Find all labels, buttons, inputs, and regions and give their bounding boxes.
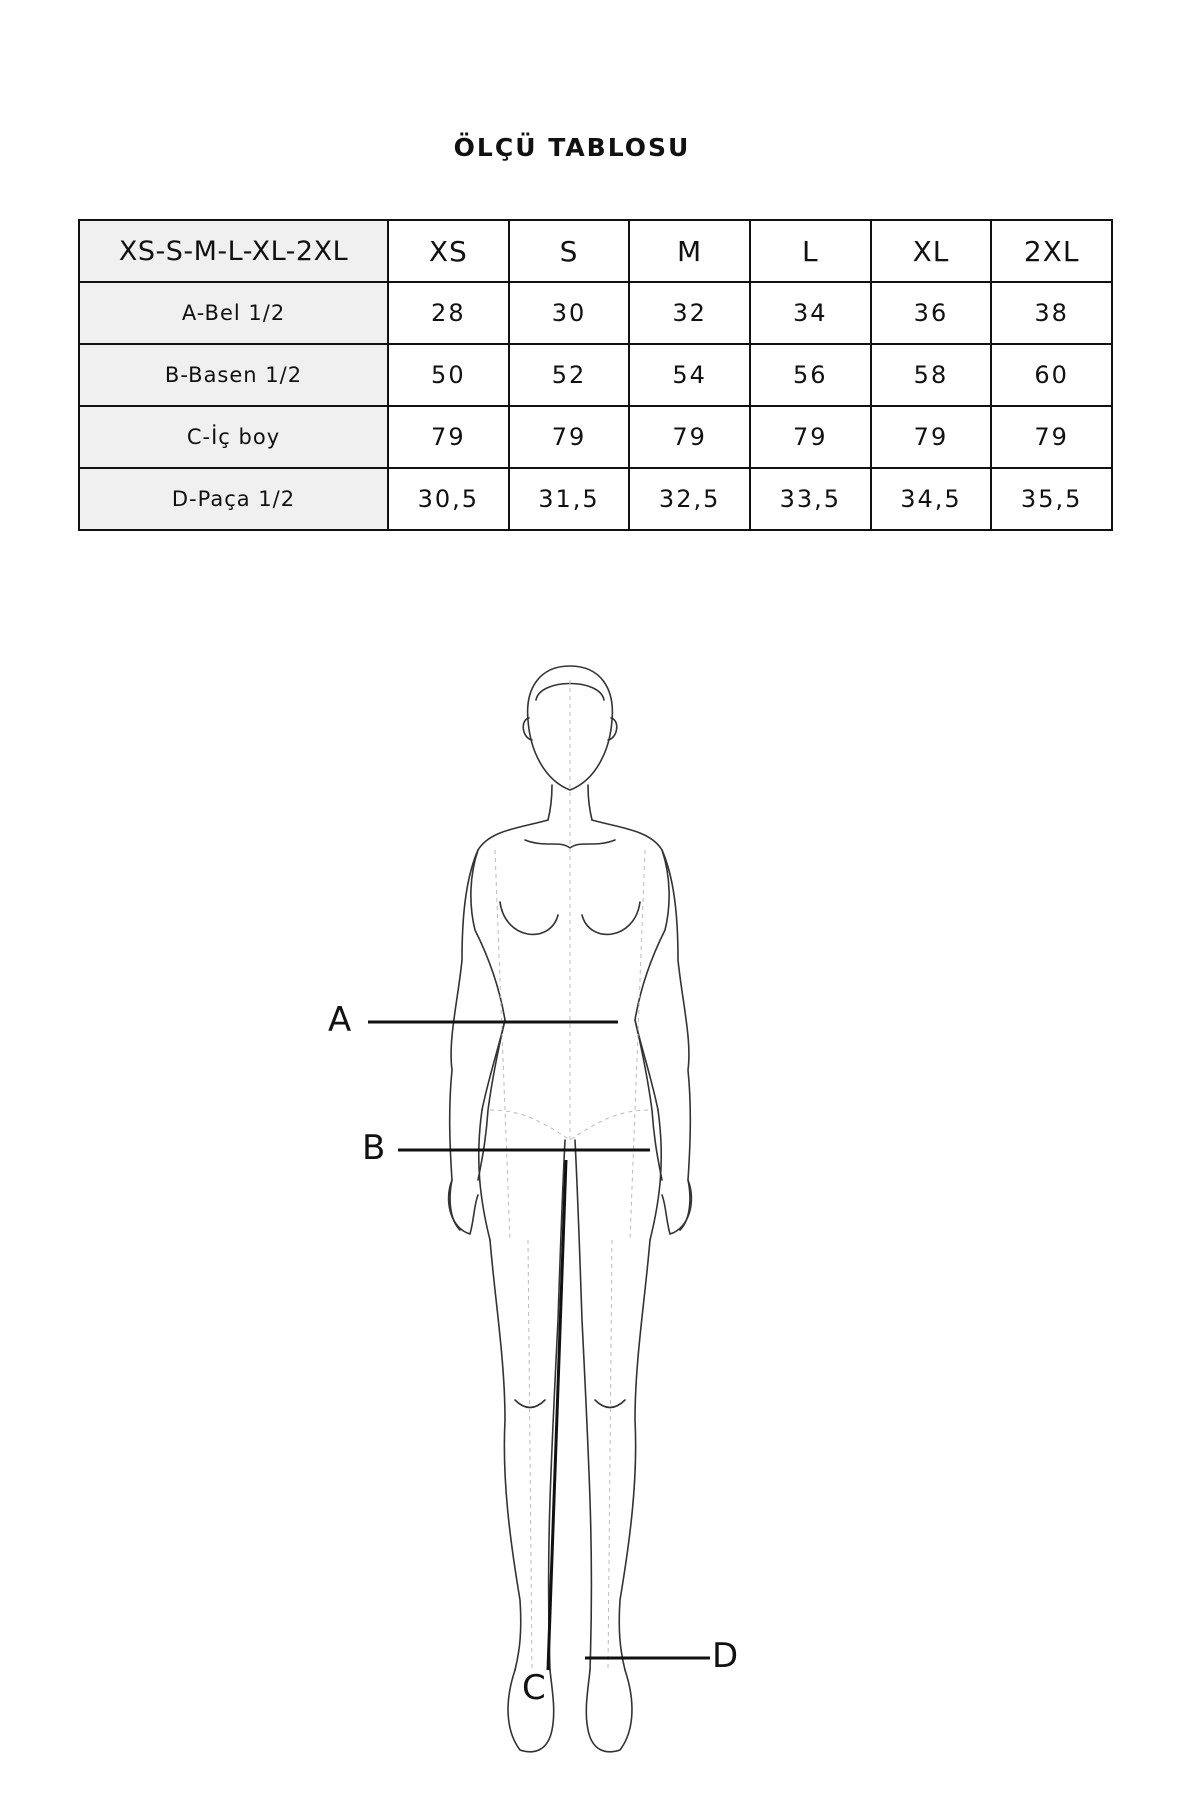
size-header-m: M [629, 220, 750, 282]
table-cell: 34 [750, 282, 871, 344]
corner-header: XS-S-M-L-XL-2XL [79, 220, 388, 282]
table-row [79, 282, 1112, 344]
table-cell: 52 [509, 344, 630, 406]
hip-right [650, 1110, 661, 1240]
table-cell: 28 [388, 282, 509, 344]
marker-label-d: D [712, 1636, 739, 1676]
torso-left [471, 820, 548, 1110]
size-header-s: S [509, 220, 630, 282]
row-label: A-Bel 1/2 [79, 282, 388, 344]
table-cell: 38 [991, 282, 1112, 344]
table-cell: 54 [629, 344, 750, 406]
table-row [79, 406, 1112, 468]
body-measurement-figure [0, 640, 1200, 1790]
leg-guide-left [528, 1240, 532, 1670]
table-cell: 79 [750, 406, 871, 468]
table-cell: 32,5 [629, 468, 750, 530]
table-cell: 79 [388, 406, 509, 468]
row-label: B-Basen 1/2 [79, 344, 388, 406]
row-label: C-İç boy [79, 406, 388, 468]
arm-right-outer [662, 850, 690, 1230]
foot-right [586, 1670, 632, 1752]
bust-left [500, 902, 558, 934]
table-cell: 58 [871, 344, 992, 406]
guide-left [495, 850, 510, 1240]
table-cell: 35,5 [991, 468, 1112, 530]
arm-left-inner [478, 1020, 505, 1180]
table-cell: 56 [750, 344, 871, 406]
leg-right-outer [619, 1240, 650, 1670]
table-cell: 33,5 [750, 468, 871, 530]
table-cell: 31,5 [509, 468, 630, 530]
table-header-row [79, 220, 1112, 282]
leg-guide-right [608, 1240, 612, 1670]
table-cell: 30 [509, 282, 630, 344]
torso-right [592, 820, 669, 1110]
size-header-xl: XL [871, 220, 992, 282]
page-title: ÖLÇÜ TABLOSU [453, 133, 691, 162]
table-cell: 79 [509, 406, 630, 468]
hand-left [449, 1180, 478, 1234]
croquis-illustration [0, 640, 1200, 1790]
row-label: D-Paça 1/2 [79, 468, 388, 530]
table-cell: 60 [991, 344, 1112, 406]
table-cell: 34,5 [871, 468, 992, 530]
table-cell: 30,5 [388, 468, 509, 530]
marker-label-a: A [328, 1000, 352, 1040]
table-cell: 79 [991, 406, 1112, 468]
table-cell: 79 [629, 406, 750, 468]
leg-right-inner [575, 1140, 592, 1670]
table-cell: 32 [629, 282, 750, 344]
arm-left-outer [450, 850, 478, 1230]
size-header-xs: XS [388, 220, 509, 282]
bust-right [582, 902, 640, 934]
neck-right [588, 785, 592, 820]
leg-left-outer [490, 1240, 521, 1670]
neck-left [548, 785, 552, 820]
marker-label-b: B [362, 1128, 386, 1168]
table-row [79, 344, 1112, 406]
table-cell: 36 [871, 282, 992, 344]
size-chart-table [78, 219, 1113, 531]
measure-line-c [548, 1160, 566, 1670]
hand-right [662, 1180, 691, 1234]
table-cell: 50 [388, 344, 509, 406]
table-row [79, 468, 1112, 530]
marker-label-c: C [522, 1668, 546, 1708]
hip-left [479, 1110, 490, 1240]
size-header-2xl: 2XL [991, 220, 1112, 282]
arm-right-inner [635, 1020, 662, 1180]
table-cell: 79 [871, 406, 992, 468]
size-header-l: L [750, 220, 871, 282]
guide-right [630, 850, 645, 1240]
